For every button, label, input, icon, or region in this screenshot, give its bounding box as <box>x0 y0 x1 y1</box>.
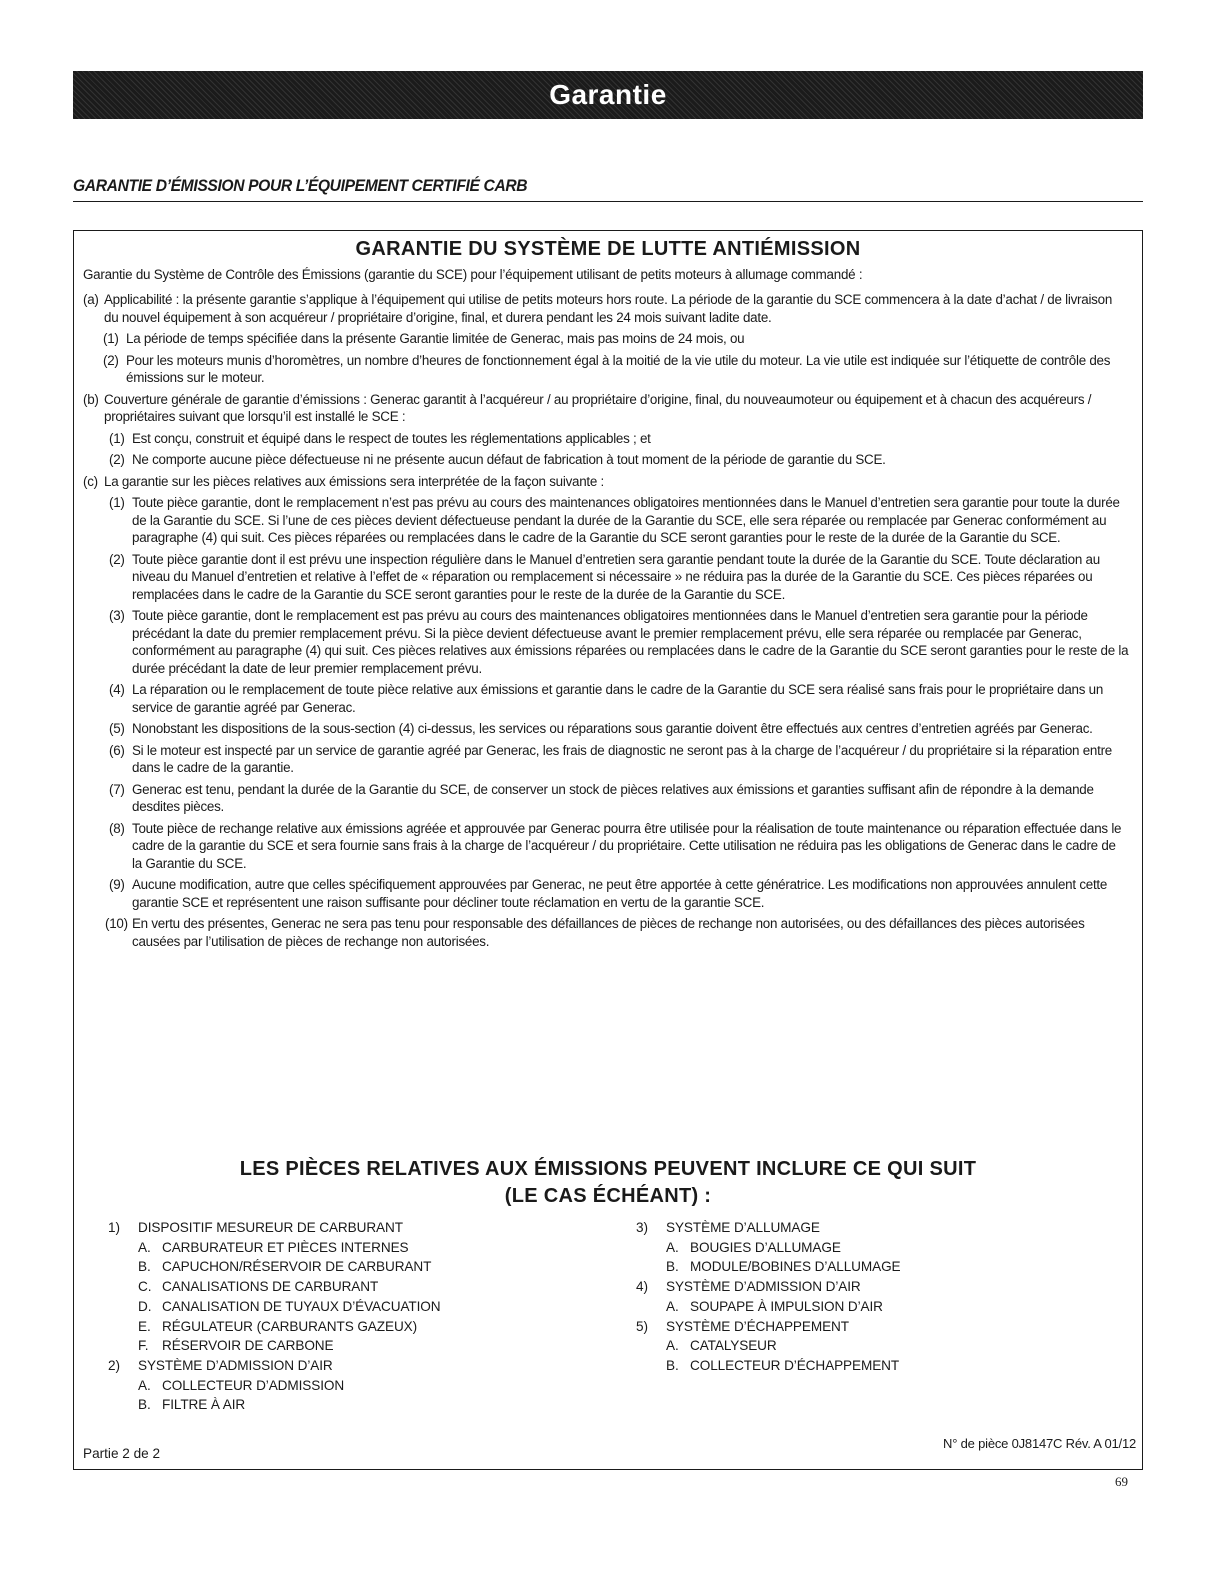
page-title: Garantie <box>549 79 667 110</box>
category-name: SYSTÈME D’ÉCHAPPEMENT <box>666 1318 849 1334</box>
section-a <box>83 291 1129 326</box>
item-label: (1) <box>103 331 119 346</box>
item-letter: B. <box>666 1357 679 1373</box>
warranty-sections <box>83 291 1129 954</box>
item-letter: A. <box>666 1239 679 1255</box>
item-letter: A. <box>138 1377 151 1393</box>
header-banner <box>73 71 1143 119</box>
box-title: GARANTIE DU SYSTÈME DE LUTTE ANTIÉMISSION <box>355 238 861 260</box>
category-number: 1) <box>108 1220 120 1235</box>
item-letter: A. <box>138 1239 151 1255</box>
list-item <box>109 720 1129 738</box>
item-text: Ne comporte aucune pièce défectueuse ni ne présente aucun défaut de fabrication à tout moment de la période de garantie du SCE. <box>132 452 886 467</box>
list-item <box>109 781 1129 816</box>
category-number: 3) <box>636 1220 648 1235</box>
parts-category <box>636 1218 1116 1238</box>
parts-list-left <box>108 1218 588 1415</box>
item-label: (4) <box>109 682 125 697</box>
item-label: (8) <box>109 820 125 836</box>
parts-item <box>636 1356 1116 1376</box>
item-letter: C. <box>138 1279 152 1295</box>
item-letter: B. <box>138 1397 151 1413</box>
item-text: Si le moteur est inspecté par un service de garantie agréé par Generac, les frais de diagnostic ne seront pas à la charge de l’acquéreur / du propriétaire si la réparation entre dans le cadre de la garantie. <box>132 742 1112 775</box>
parts-item <box>108 1257 588 1277</box>
list-item <box>109 607 1129 677</box>
parts-heading <box>73 1156 1143 1210</box>
list-item <box>109 681 1129 716</box>
item-text: La réparation ou le remplacement de toute pièce relative aux émissions et garantie dans le cadre de la Garantie du SCE sera réalisé sans frais pour le propriétaire dans un service de garantie agréé par Generac. <box>132 682 1104 715</box>
item-label: (5) <box>109 721 125 736</box>
item-text: En vertu des présentes, Generac ne sera pas tenu pour responsable des défaillances de pièces de rechange non autorisées, ou des défaillances des pièces autorisées causées par l’utilisation de pièces de rechange non autorisées. <box>132 916 1085 949</box>
item-text: Est conçu, construit et équipé dans le respect de toutes les réglementations applicables ; et <box>132 430 651 446</box>
item-label: (7) <box>109 781 125 797</box>
category-number: 2) <box>108 1357 120 1373</box>
list-item <box>109 876 1129 911</box>
item-name: CATALYSEUR <box>690 1338 777 1354</box>
parts-item <box>108 1336 588 1356</box>
item-text: Toute pièce de rechange relative aux émissions agréée et approuvée par Generac pourra être utilisée pour la réalisation de toute maintenance ou réparation effectuée dans le cadre de la garantie du SCE et sera fournie sans frais à la charge de l’acquéreur / du propriétaire. Cette utilisation ne réduira pas les obligations de Generac dans le cadre de la Garantie du SCE. <box>132 820 1122 871</box>
parts-item <box>108 1277 588 1297</box>
item-name: BOUGIES D’ALLUMAGE <box>690 1239 841 1255</box>
list-item <box>103 330 1129 348</box>
parts-item <box>108 1376 588 1396</box>
subtitle-divider <box>73 201 1143 202</box>
category-name: SYSTÈME D’ADMISSION D’AIR <box>138 1357 333 1373</box>
parts-item <box>636 1297 1116 1317</box>
item-letter: E. <box>138 1318 151 1334</box>
list-item <box>109 451 1129 469</box>
item-text: Pour les moteurs munis d’horomètres, un nombre d’heures de fonctionnement égal à la moitié de la vie utile du moteur. La vie utile est indiquée sur l’étiquette de contrôle des émissions sur le moteur. <box>126 352 1111 385</box>
item-letter: B. <box>138 1259 151 1275</box>
parts-item <box>636 1257 1116 1277</box>
item-name: COLLECTEUR D’ÉCHAPPEMENT <box>690 1357 900 1373</box>
parts-category <box>636 1277 1116 1297</box>
item-letter: B. <box>666 1259 679 1275</box>
list-item <box>103 352 1129 387</box>
item-name: CARBURATEUR ET PIÈCES INTERNES <box>162 1239 409 1255</box>
section-c <box>83 473 1129 491</box>
item-name: RÉGULATEUR (CARBURANTS GAZEUX) <box>162 1318 418 1334</box>
item-label: (6) <box>109 742 125 758</box>
page-number: 69 <box>1115 1474 1128 1489</box>
item-text: Toute pièce garantie, dont le remplacement est pas prévu au cours des maintenances obligatoires mentionnées dans le Manuel d’entretien sera garantie pour la période précédant la date du premier remplacement prévu. Si la pièce devient défectueuse avant le premier remplacement prévu, elle sera réparée ou remplacée par Generac, conformément au paragraphe (4) qui suit. Ces pièces relatives aux émissions réparées ou remplacées dans le cadre de la Garantie du SCE seront garanties pour le reste de la durée précédant la date de leur premier remplacement prévu. <box>132 608 1129 676</box>
section-subtitle: GARANTIE D’ÉMISSION POUR L’ÉQUIPEMENT CERTIFIÉ CARB <box>73 176 528 195</box>
section-text: La garantie sur les pièces relatives aux émissions sera interprétée de la façon suivante : <box>104 473 605 489</box>
parts-item <box>108 1238 588 1258</box>
item-name: MODULE/BOBINES D’ALLUMAGE <box>690 1259 901 1275</box>
list-item <box>105 915 1129 950</box>
category-name: DISPOSITIF MESUREUR DE CARBURANT <box>138 1220 403 1235</box>
item-label: (1) <box>109 430 125 446</box>
item-name: CANALISATION DE TUYAUX D’ÉVACUATION <box>162 1298 441 1314</box>
parts-heading-line1: LES PIÈCES RELATIVES AUX ÉMISSIONS PEUVENT INCLURE CE QUI SUIT <box>239 1158 977 1180</box>
parts-item <box>636 1238 1116 1258</box>
list-item <box>109 820 1129 873</box>
parts-heading-line2: (LE CAS ÉCHÉANT) : <box>504 1185 712 1207</box>
part-number: N° de pièce 0J8147C Rév. A 01/12 <box>943 1436 1136 1451</box>
part-count-label: Partie 2 de 2 <box>83 1446 161 1461</box>
parts-category <box>636 1317 1116 1337</box>
category-name: SYSTÈME D’ALLUMAGE <box>666 1220 820 1235</box>
item-text: Toute pièce garantie, dont le remplacement n’est pas prévu au cours des maintenances obligatoires mentionnées dans le Manuel d’entretien sera garantie pour toute la durée de la Garantie du SCE. Si l’une de ces pièces devient défectueuse pendant la durée de la Garantie du SCE, elle sera réparée ou remplacée par Generac conformément au paragraphe (4) qui suit. Ces pièces réparées ou remplacées dans le cadre de la Garantie du SCE seront garanties pour le reste de la durée de la Garantie du SCE. <box>132 495 1120 545</box>
section-label: (a) <box>83 292 99 307</box>
item-letter: A. <box>666 1338 679 1354</box>
parts-list-right <box>636 1218 1116 1376</box>
item-label: (2) <box>109 551 125 567</box>
item-text: Generac est tenu, pendant la durée de la Garantie du SCE, de conserver un stock de pièces relatives aux émissions et garanties suffisant afin de répondre à la demande desdites pièces. <box>132 781 1094 814</box>
list-item <box>109 551 1129 604</box>
item-text: Toute pièce garantie dont il est prévu une inspection régulière dans le Manuel d’entretien sera garantie pendant toute la durée de la Garantie du SCE. Toute déclaration au niveau du Manuel d’entretien et relative à l’effet de « réparation ou remplacement si nécessaire » ne réduira pas la durée de la Garantie du SCE. Ces pièces réparées ou remplacées dans le cadre de la Garantie du SCE seront garanties pour le reste de la durée de la Garantie du SCE. <box>132 551 1100 602</box>
list-item <box>109 430 1129 448</box>
list-item <box>109 494 1129 547</box>
list-item <box>109 742 1129 777</box>
item-label: (10) <box>105 916 128 931</box>
category-number: 4) <box>636 1279 648 1295</box>
item-label: (2) <box>109 452 125 467</box>
item-name: CANALISATIONS DE CARBURANT <box>162 1279 379 1295</box>
item-label: (9) <box>109 877 125 892</box>
item-text: Aucune modification, autre que celles spécifiquement approuvées par Generac, ne peut être apportée à cette génératrice. Les modifications non approuvées annulent cette garantie SCE et représentent une raison suffisante pour décliner toute réclamation en vertu de la garantie SCE. <box>132 877 1108 910</box>
parts-item <box>108 1317 588 1337</box>
item-name: SOUPAPE À IMPULSION D’AIR <box>690 1298 883 1314</box>
item-label: (1) <box>109 495 125 510</box>
parts-category <box>108 1218 588 1238</box>
item-label: (3) <box>109 608 125 623</box>
item-text: La période de temps spécifiée dans la présente Garantie limitée de Generac, mais pas moins de 24 mois, ou <box>126 331 745 346</box>
section-text: Couverture générale de garantie d’émissions : Generac garantit à l’acquéreur / au propriétaire d’origine, final, du nouveaumoteur ou équipement et à chacun des acquéreurs / propriétaires suivant que lorsqu’il est installé le SCE : <box>104 391 1092 424</box>
item-name: COLLECTEUR D’ADMISSION <box>162 1377 345 1393</box>
item-text: Nonobstant les dispositions de la sous-section (4) ci-dessus, les services ou réparations sous garantie doivent être effectués aux centres d’entretien agréés par Generac. <box>132 721 1093 736</box>
intro-text: Garantie du Système de Contrôle des Émissions (garantie du SCE) pour l’équipement utilisant de petits moteurs à allumage commandé : <box>83 267 863 282</box>
category-name: SYSTÈME D’ADMISSION D’AIR <box>666 1279 861 1295</box>
parts-category <box>108 1356 588 1376</box>
parts-item <box>108 1395 588 1415</box>
category-number: 5) <box>636 1318 648 1334</box>
item-name: FILTRE À AIR <box>162 1397 246 1413</box>
parts-item <box>636 1336 1116 1356</box>
item-letter: A. <box>666 1298 679 1314</box>
item-label: (2) <box>103 352 119 368</box>
section-label: (c) <box>83 473 98 489</box>
section-b <box>83 391 1129 426</box>
item-name: CAPUCHON/RÉSERVOIR DE CARBURANT <box>162 1259 432 1275</box>
item-name: RÉSERVOIR DE CARBONE <box>162 1338 334 1354</box>
item-letter: D. <box>138 1298 152 1314</box>
item-letter: F. <box>138 1338 149 1354</box>
section-label: (b) <box>83 391 99 407</box>
parts-item <box>108 1297 588 1317</box>
section-text: Applicabilité : la présente garantie s’applique à l’équipement qui utilise de petits moteurs hors route. La période de la garantie du SCE commencera à la date d’achat / de livraison du nouvel équipement à son acquéreur / propriétaire d’origine, final, et durera pendant les 24 mois suivant ladite date. <box>104 292 1113 325</box>
